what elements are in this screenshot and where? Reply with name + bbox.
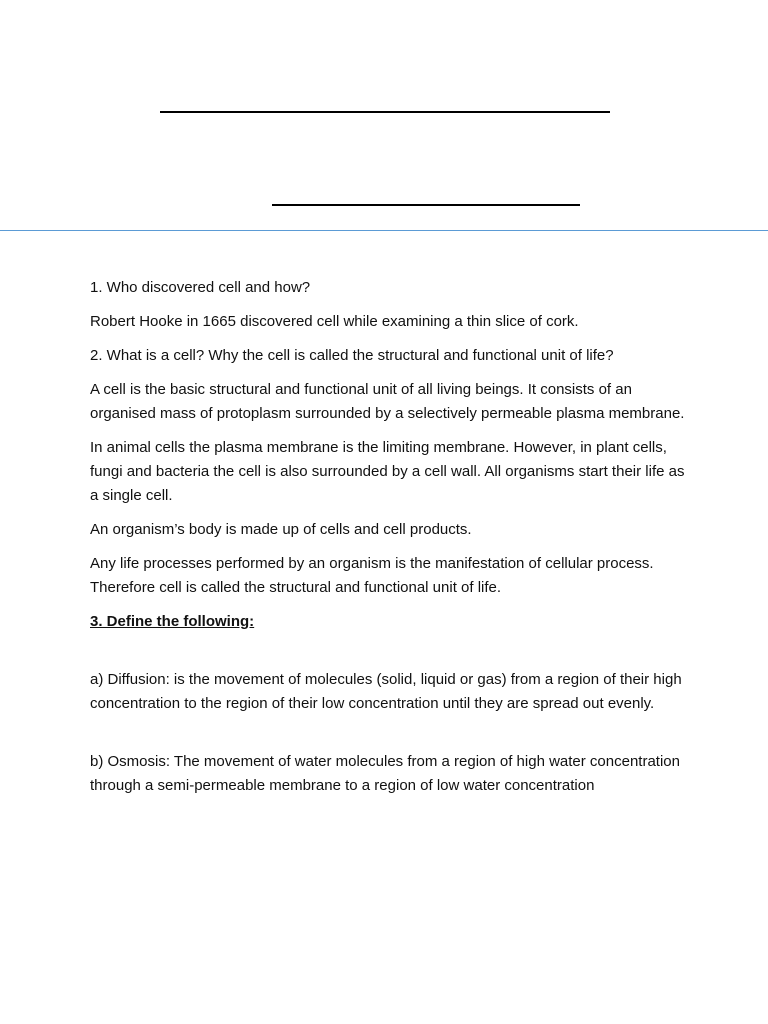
answer-1: Robert Hooke in 1665 discovered cell while examining a thin slice of cork.: [90, 313, 579, 330]
document-body: [90, 276, 690, 808]
section-heading-define: 3. Define the following:: [90, 613, 255, 630]
answer-2-paragraph-4: Any life processes performed by an organism is the manifestation of cellular process. Therefore cell is called the structural and functional unit of life.: [90, 555, 654, 596]
answer-2-paragraph-2: In animal cells the plasma membrane is the limiting membrane. However, in plant cells, fungi and bacteria the cell is also surrounded by a cell wall. All organisms start their life as a single cell.: [90, 439, 685, 504]
title-blank-line: [160, 111, 610, 113]
header-divider: [0, 230, 768, 231]
answer-2-paragraph-3: An organism’s body is made up of cells and cell products.: [90, 521, 472, 538]
answer-2-paragraph-1: A cell is the basic structural and functional unit of all living beings. It consists of an organised mass of protoplasm surrounded by a selectively permeable plasma membrane.: [90, 381, 685, 422]
question-1: 1. Who discovered cell and how?: [90, 279, 311, 296]
subtitle-blank-line: [272, 204, 580, 206]
question-2: 2. What is a cell? Why the cell is called the structural and functional unit of life?: [90, 347, 614, 364]
definition-osmosis: b) Osmosis: The movement of water molecules from a region of high water concentration through a semi-permeable membrane to a region of low water concentration: [90, 753, 680, 794]
definition-diffusion: a) Diffusion: is the movement of molecules (solid, liquid or gas) from a region of their high concentration to the region of their low concentration until they are spread out evenly.: [90, 671, 682, 712]
